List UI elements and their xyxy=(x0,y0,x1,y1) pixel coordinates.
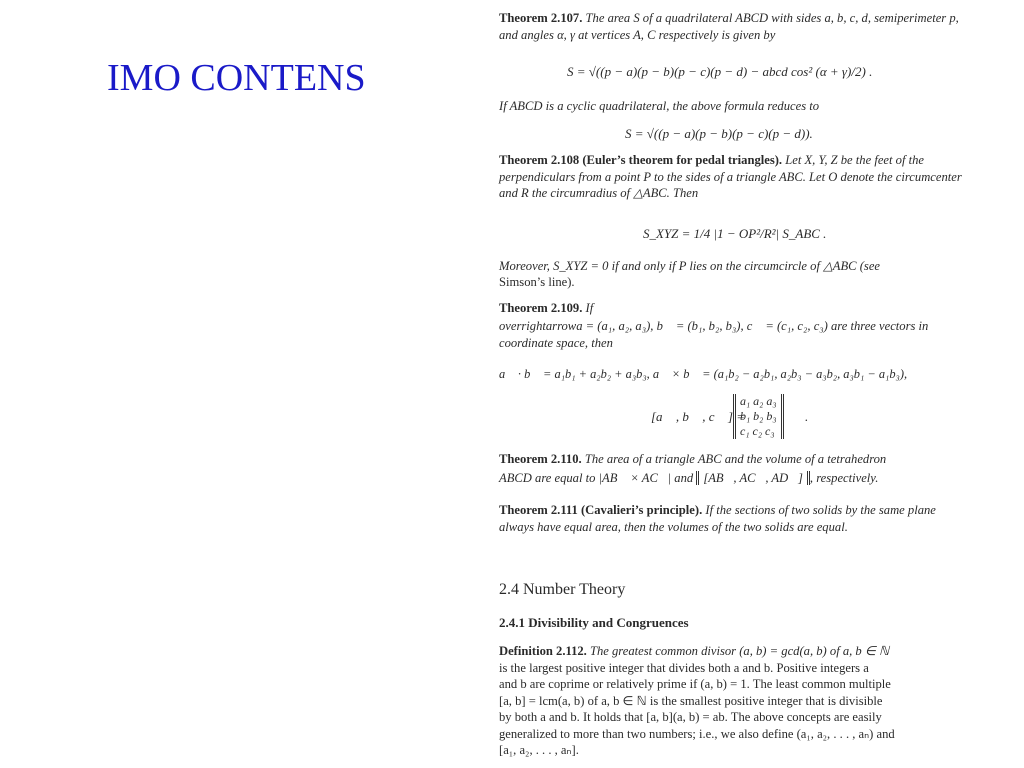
dot-cross-formula: a⃗ · b⃗ = a₁b₁ + a₂b₂ + a₃b₃, a⃗ × b⃗ = (a₁b₂ − a₂b₁, a₂b₃ − a₃b₂, a₃b₁ − a₁b₃), xyxy=(499,367,908,381)
slide-title: IMO CONTENS xyxy=(107,57,366,99)
theorem-2-109 xyxy=(499,300,967,317)
pedal-formula: S_XYZ = 1/4 |1 − OP²/R²| S_ABC . xyxy=(643,226,827,241)
definition-line: and b are coprime or relatively prime if (a, b) = 1. The least common multiple xyxy=(499,677,891,691)
definition-line: is the largest positive integer that divides both a and b. Positive integers a xyxy=(499,660,869,675)
theorem-text: If the sections of two solids by the same plane always have equal area, then the volumes of the two solids are equal. xyxy=(499,503,936,534)
volume-expr: [AB⃗, AC⃗, AD⃗] xyxy=(696,471,810,485)
subsection-heading: 2.4.1 Divisibility and Congruences xyxy=(499,615,689,630)
theorem-label: Theorem 2.109. xyxy=(499,301,583,315)
theorem-label: Theorem 2.107. xyxy=(499,11,583,25)
theorem-label: Theorem 2.110. xyxy=(499,452,582,466)
definition-line: [a₁, a₂, . . . , aₙ]. xyxy=(499,743,579,757)
definition-label: Definition 2.112. xyxy=(499,644,587,658)
det-row: b₁ b₂ b₃ xyxy=(740,409,777,423)
theorem-2-108 xyxy=(499,152,967,202)
theorem-text: The area of a triangle ABC and the volume of a tetrahedron xyxy=(584,452,887,466)
cyclic-formula: S = √((p − a)(p − b)(p − c)(p − d)). xyxy=(625,126,813,141)
definition-2-112 xyxy=(499,643,967,759)
theorem-label: Theorem 2.108 (Euler’s theorem for pedal triangles). xyxy=(499,153,783,167)
triple-product-left: [a⃗ , b⃗ , c⃗ ] = xyxy=(651,409,745,424)
theorem-2-107 xyxy=(499,10,967,43)
det-row: a₁ a₂ a₃ xyxy=(740,394,777,408)
theorem-if: If xyxy=(585,301,594,315)
theorem-text: The area S of a quadrilateral ABCD with sides a, b, c, d, semiperimeter p, and angles α, γ at vertices A, C respectively is given by xyxy=(499,11,959,42)
theorem-label: Theorem 2.111 (Cavalieri’s principle). xyxy=(499,503,703,517)
definition-line: generalized to more than two numbers; i.e., we also define (a₁, a₂, . . . , aₙ) and xyxy=(499,726,895,741)
theorem-2-110-line2 xyxy=(499,470,967,487)
det-period: . xyxy=(805,409,809,424)
theorem-text: Let X, Y, Z be the feet of the perpendiculars from a point P to the sides of a triangle ABC. Let O denote the circumcenter and R the circumradius of △ABC. Then xyxy=(499,153,962,200)
definition-line: by both a and b. It holds that [a, b](a, b) = ab. The above concepts are easily xyxy=(499,710,882,724)
definition-line: [a, b] = lcm(a, b) of a, b ∈ ℕ is the smallest positive integer that is divisible xyxy=(499,693,883,708)
area-expr: ABCD are equal to |AB⃗ × AC⃗| and xyxy=(499,471,694,485)
theorem-2-111 xyxy=(499,502,967,535)
cyclic-text: If ABCD is a cyclic quadrilateral, the above formula reduces to xyxy=(499,99,820,113)
determinant xyxy=(733,394,784,439)
det-row: c₁ c₂ c₃ xyxy=(740,424,775,438)
pedal-after-2: Simson’s line). xyxy=(499,275,575,289)
pedal-after: Moreover, S_XYZ = 0 if and only if P lies on the circumcircle of △ABC (see xyxy=(499,259,881,273)
respectively: , respectively. xyxy=(809,471,879,485)
vectors-text: overrightarrowa = (a₁, a₂, a₃), b⃗ = (b₁, b₂, b₃), c⃗ = (c₁, c₂, c₃) are three vectors in coordinate space, then xyxy=(499,319,929,350)
area-formula: S = √((p − a)(p − b)(p − c)(p − d) − abcd cos² (α + γ)/2) . xyxy=(567,64,873,79)
section-heading: 2.4 Number Theory xyxy=(499,581,626,598)
theorem-2-110 xyxy=(499,451,967,468)
definition-line: The greatest common divisor (a, b) = gcd(a, b) of a, b ∈ ℕ xyxy=(589,644,890,658)
